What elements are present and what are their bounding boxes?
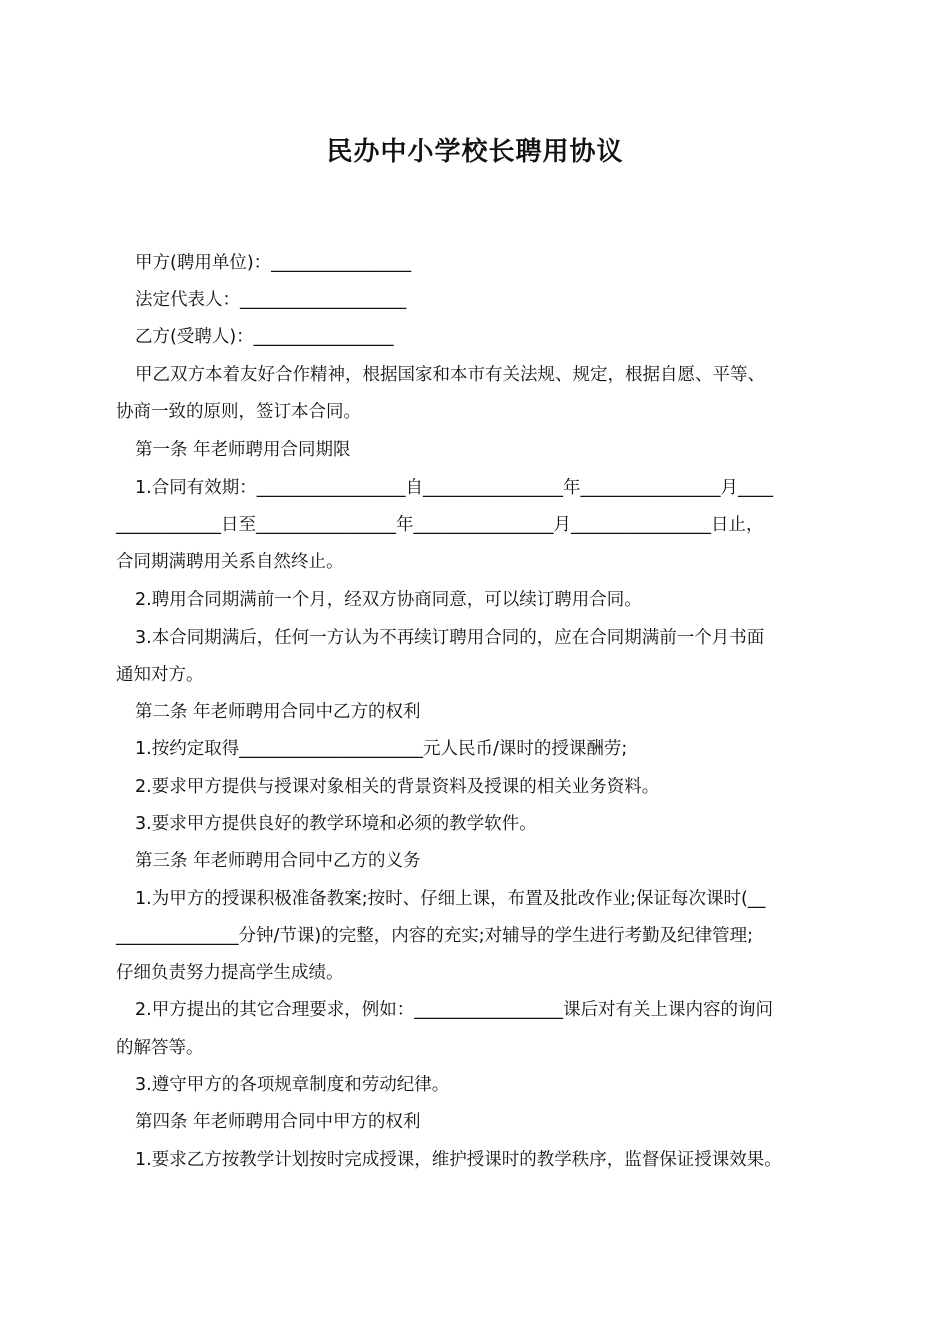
article-1-clause-2: 2.聘用合同期满前一个月，经双方协商同意，可以续订聘用合同。 <box>135 590 642 610</box>
document-title: 民办中小学校长聘用协议 <box>326 137 624 167</box>
article-2-clause-2: 2.要求甲方提供与授课对象相关的背景资料及授课的相关业务资料。 <box>135 777 660 797</box>
article-3-clause-1-line-2: ______________分钟/节课)的完整，内容的充实;对辅导的学生进行考勤及纪律管理; <box>116 926 754 946</box>
article-2-clause-1: 1.按约定取得_____________________元人民币/课时的授课酬劳; <box>135 739 628 759</box>
article-1-clause-1-line-3: 合同期满聘用关系自然终止。 <box>116 552 344 572</box>
article-3-heading: 第三条 年老师聘用合同中乙方的义务 <box>135 851 421 871</box>
article-2-heading: 第二条 年老师聘用合同中乙方的权利 <box>135 702 421 722</box>
article-1-heading: 第一条 年老师聘用合同期限 <box>135 440 351 460</box>
legal-representative-field: 法定代表人：___________________ <box>135 290 407 310</box>
article-3-clause-2-line-2: 的解答等。 <box>116 1038 204 1058</box>
preamble-line-2: 协商一致的原则，签订本合同。 <box>116 402 361 422</box>
article-1-clause-1-line-1: 1.合同有效期：_________________自________________年________________月____ <box>135 478 773 498</box>
article-3-clause-1-line-1: 1.为甲方的授课积极准备教案;按时、仔细上课，布置及批改作业;保证每次课时(__ <box>135 889 766 909</box>
article-4-heading: 第四条 年老师聘用合同中甲方的权利 <box>135 1112 421 1132</box>
article-3-clause-2-line-1: 2.甲方提出的其它合理要求，例如：_________________课后对有关上课内容的询问 <box>135 1000 773 1020</box>
article-1-clause-3-line-2: 通知对方。 <box>116 665 204 685</box>
article-1-clause-1-line-2: ____________日至________________年________________月________________日止， <box>116 515 764 535</box>
article-2-clause-3: 3.要求甲方提供良好的教学环境和必须的教学软件。 <box>135 814 537 834</box>
preamble-line-1: 甲乙双方本着友好合作精神，根据国家和本市有关法规、规定，根据自愿、平等、 <box>135 365 765 385</box>
article-4-clause-1: 1.要求乙方按教学计划按时完成授课，维护授课时的教学秩序，监督保证授课效果。 <box>135 1150 782 1170</box>
article-3-clause-3: 3.遵守甲方的各项规章制度和劳动纪律。 <box>135 1075 450 1095</box>
article-1-clause-3-line-1: 3.本合同期满后，任何一方认为不再续订聘用合同的，应在合同期满前一个月书面 <box>135 628 765 648</box>
party-b-field: 乙方(受聘人)：________________ <box>135 327 394 347</box>
party-a-field: 甲方(聘用单位)：________________ <box>135 253 412 273</box>
article-3-clause-1-line-3: 仔细负责努力提高学生成绩。 <box>116 963 344 983</box>
